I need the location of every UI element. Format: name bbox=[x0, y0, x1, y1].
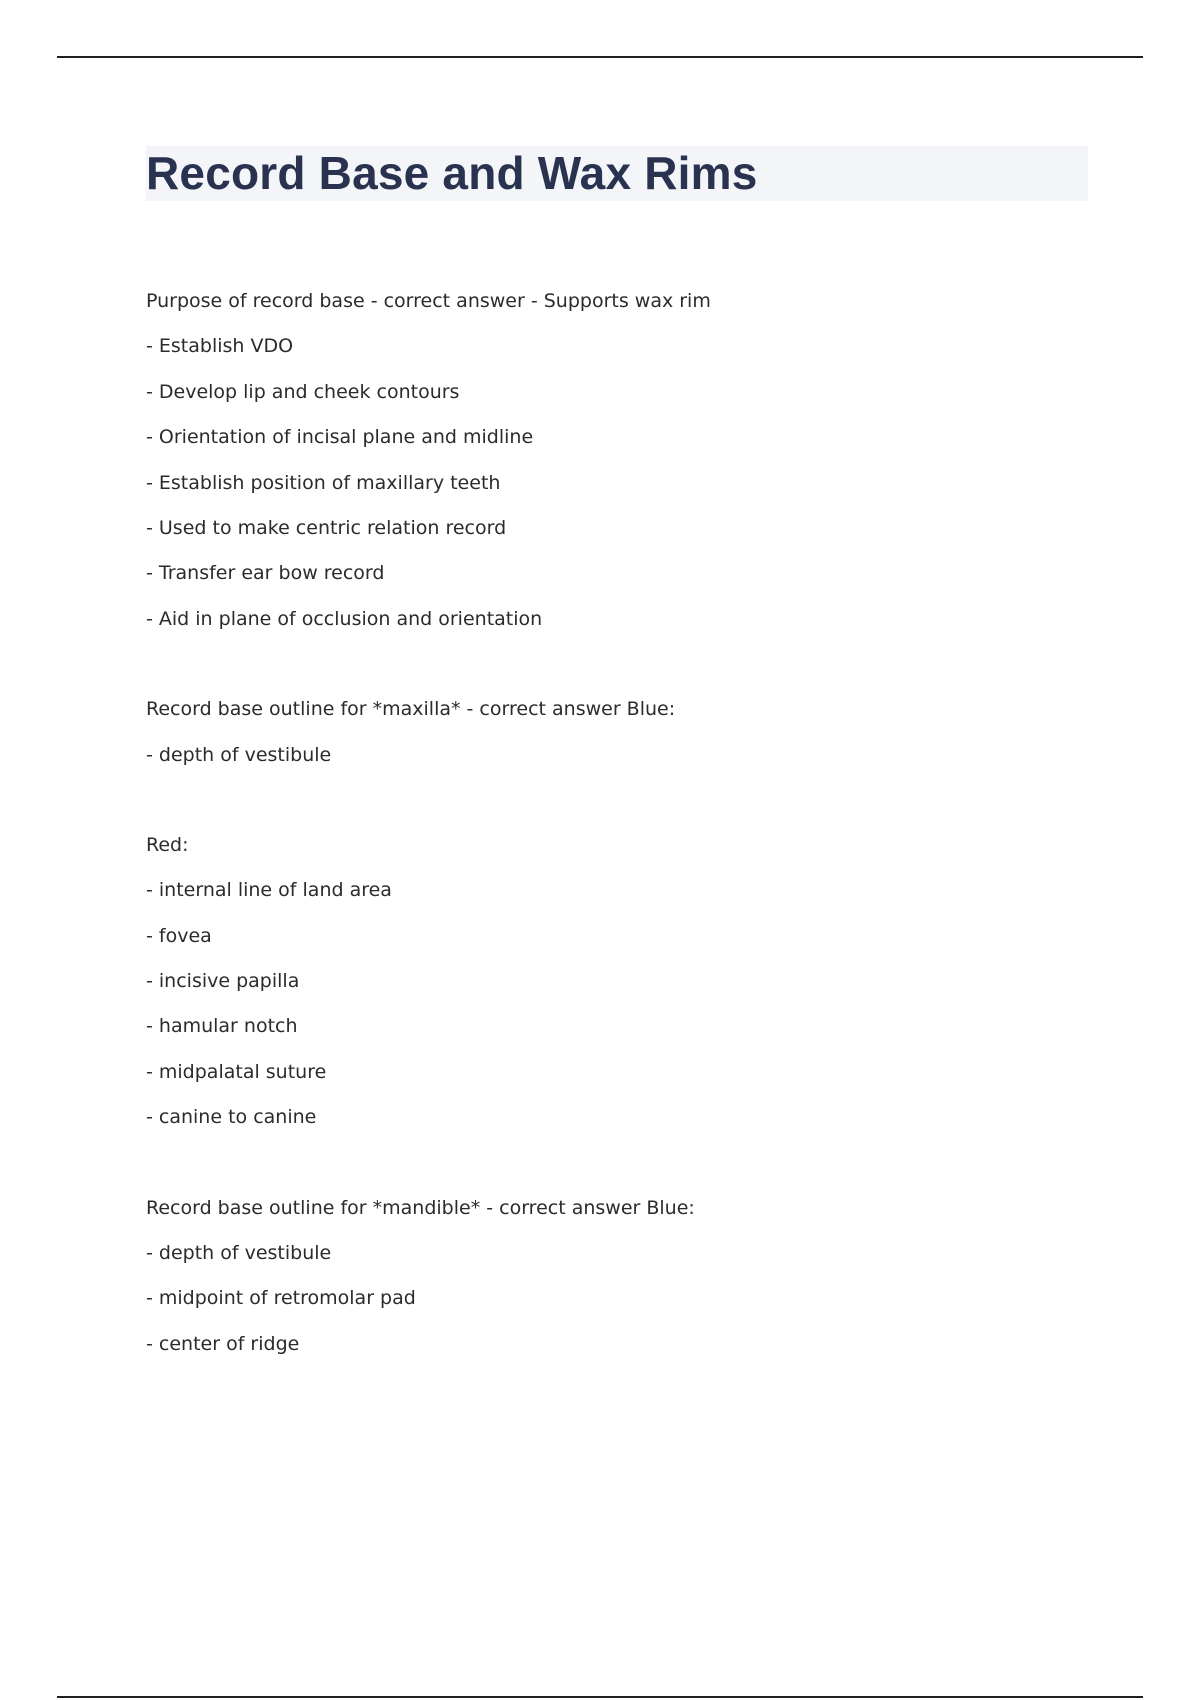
list-item: - internal line of land area bbox=[146, 879, 392, 902]
list-item: - midpoint of retromolar pad bbox=[146, 1287, 416, 1310]
subheading-line: Red: bbox=[146, 833, 189, 856]
list-item: - Orientation of incisal plane and midline bbox=[146, 426, 534, 449]
list-item: - Used to make centric relation record bbox=[146, 516, 507, 539]
list-item: - Establish VDO bbox=[146, 335, 294, 358]
section-spacer bbox=[146, 1152, 1086, 1197]
list-item: - Establish position of maxillary teeth bbox=[146, 471, 501, 494]
list-item: - depth of vestibule bbox=[146, 743, 332, 766]
list-item: - hamular notch bbox=[146, 1015, 298, 1038]
list-item: - midpalatal suture bbox=[146, 1060, 327, 1083]
list-item: - Develop lip and cheek contours bbox=[146, 380, 460, 403]
question-line: Record base outline for *maxilla* - correct answer Blue: bbox=[146, 698, 676, 721]
bottom-rule bbox=[57, 1696, 1143, 1698]
list-item: - Transfer ear bow record bbox=[146, 562, 385, 585]
list-item: - center of ridge bbox=[146, 1332, 300, 1355]
section-maxilla-blue bbox=[146, 698, 1086, 765]
section-purpose bbox=[146, 290, 1086, 630]
top-rule bbox=[57, 56, 1143, 58]
list-item: - fovea bbox=[146, 924, 212, 947]
list-item: - canine to canine bbox=[146, 1106, 317, 1129]
section-spacer bbox=[146, 789, 1086, 834]
question-line: Purpose of record base - correct answer - Supports wax rim bbox=[146, 290, 711, 312]
document-body bbox=[146, 290, 1086, 1378]
question-line: Record base outline for *mandible* - correct answer Blue: bbox=[146, 1196, 695, 1219]
section-spacer bbox=[146, 653, 1086, 698]
list-item: - depth of vestibule bbox=[146, 1242, 332, 1265]
section-maxilla-red bbox=[146, 834, 1086, 1128]
document-title: Record Base and Wax Rims bbox=[146, 147, 758, 199]
section-mandible bbox=[146, 1197, 1086, 1355]
list-item: - Aid in plane of occlusion and orientation bbox=[146, 607, 543, 630]
list-item: - incisive papilla bbox=[146, 970, 300, 993]
